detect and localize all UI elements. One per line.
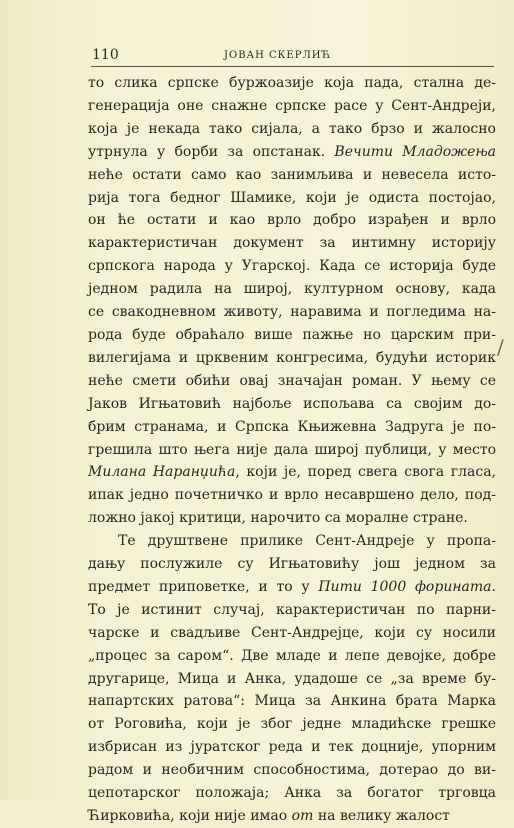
page-number: 110	[92, 47, 119, 63]
text-line: грешила што њега није дала широј публици, у место	[88, 441, 496, 458]
text-line: неће смети обићи овај значајан роман. У њему се	[88, 372, 496, 389]
text-line: која је некада тако сијала, а тако брзо и жалосно	[88, 120, 496, 137]
text-line: се свакодневном животу, наравима и погледима на-	[88, 304, 496, 321]
italic-title: Пити 1000 форината	[318, 578, 492, 595]
text-line: брим странама, и Српска Књижевна Задруга је по-	[88, 418, 496, 435]
page-header	[92, 47, 492, 67]
text-line: то слика српске буржоазије која пада, стална де-	[88, 75, 496, 91]
italic-title: от	[291, 808, 314, 824]
text-line: једном радила на широј, културном основу, када	[88, 281, 496, 298]
text-line: генерација оне снажне српске расе у Сент-Андреји,	[88, 97, 496, 114]
running-head: ЈОВАН СКЕРЛИЋ	[224, 50, 332, 61]
text-line: неће остати само као занимљива и невесела исто-	[88, 166, 496, 183]
text-line: То је истинит случај, карактеристичан по парни-	[88, 601, 496, 618]
text-line: предмет приповетке, и то у Пити 1000 форината.	[88, 578, 496, 595]
header-rule	[91, 66, 494, 67]
text-line: другарице, Мица и Анка, удадоше се „за време бу-	[88, 670, 496, 687]
text-line: избрисан из јуратског реда и тек доцније, упорним	[88, 739, 496, 756]
text-line: утрнула у борби за опстанак. Вечити Младожења	[88, 143, 497, 160]
text-line: Ћирковића, који није имао от на велику жалост	[88, 808, 450, 824]
text-line: карактеристичан документ за интимну историју	[88, 235, 496, 252]
text-line: цепотарског положаја; Анка за богатог трговца	[88, 785, 496, 802]
body-text	[88, 72, 496, 828]
text-line: рода буде обраћало више пажње но царским при-	[88, 326, 496, 343]
text-line: от Роговића, који је због једне младићске грешке	[88, 716, 496, 733]
text-line: рија тога бедног Шамике, који је одиста постојао,	[88, 189, 496, 206]
text-line: напартских ратова“: Мица за Анкина брата Марка	[88, 693, 496, 710]
text-line: ложно јакој критици, нарочито са моралне стране.	[88, 510, 468, 527]
text-line: чарске и свадљиве Сент-Андрејце, који су носили	[88, 624, 496, 641]
margin-mark: /	[497, 335, 504, 359]
text-line: српскога народа у Угарској. Када се историја буде	[88, 258, 496, 275]
italic-title: Милана Наранџића	[88, 464, 236, 481]
text-line: он ће остати и као врло добро израђен и врло	[88, 212, 496, 229]
text-line: Милана Наранџића, који је, поред свега свога гласа,	[88, 464, 496, 481]
text-line: Јаков Игњатовић најбоље испољава са својим до-	[88, 395, 496, 412]
text-line: ипак једно почетничко и врло несавршено дело, под-	[88, 487, 496, 504]
text-line: Те друштвене прилике Сент-Андреје у пропа-	[118, 533, 496, 550]
text-line: вилегијама и црквеним конгресима, будући историк	[88, 349, 496, 366]
text-line: радом и необичним способностима, дотерао до ви-	[88, 762, 496, 779]
text-line: „процес за саром“. Две младе и лепе девојке, добре	[88, 647, 496, 664]
text-line: дању послужиле су Игњатовићу још једном за	[88, 556, 496, 573]
italic-title: Вечити Младожења	[334, 143, 497, 160]
